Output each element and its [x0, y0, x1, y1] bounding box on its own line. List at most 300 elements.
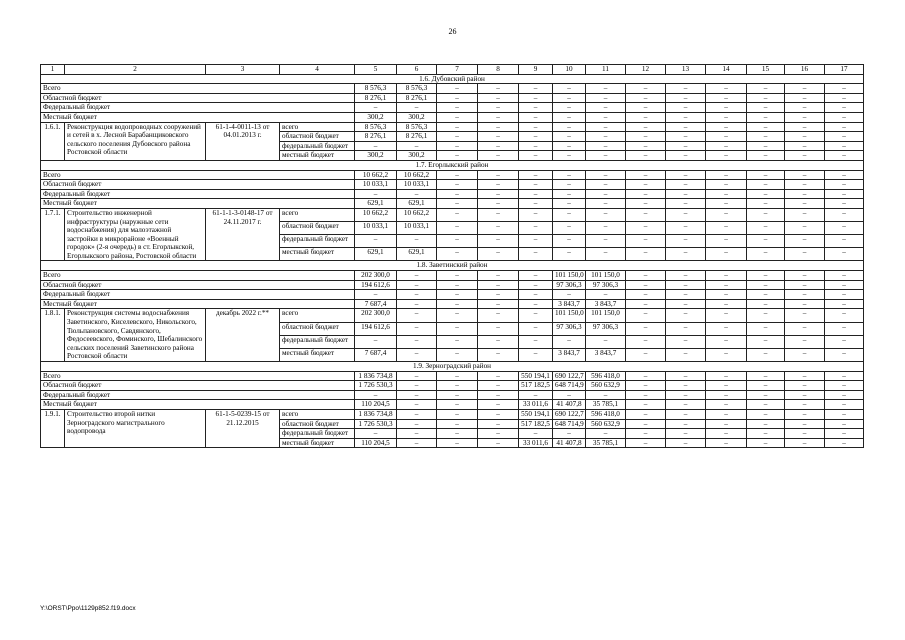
- summary-label: Местный бюджет: [41, 299, 355, 309]
- dash-cell: –: [706, 400, 747, 410]
- header-cell: 9: [519, 65, 553, 75]
- value-cell: 1 726 530,3: [355, 381, 397, 391]
- summary-row-total: [41, 84, 864, 94]
- dash-cell: –: [626, 235, 666, 248]
- item-number: 1.7.1.: [41, 208, 65, 261]
- section-title-row: [41, 362, 864, 372]
- dash-cell: –: [397, 381, 437, 391]
- dash-cell: –: [706, 409, 747, 419]
- header-cell: 1: [41, 65, 65, 75]
- dash-cell: –: [586, 248, 626, 261]
- dash-cell: –: [785, 199, 825, 209]
- dash-cell: –: [553, 248, 586, 261]
- summary-row-regional: [41, 93, 864, 103]
- dash-cell: –: [706, 290, 747, 300]
- dash-cell: –: [747, 180, 785, 190]
- summary-label: Всего: [41, 170, 355, 180]
- dash-cell: –: [825, 122, 864, 132]
- dash-cell: –: [747, 299, 785, 309]
- dash-cell: –: [437, 248, 478, 261]
- dash-cell: –: [785, 208, 825, 221]
- dash-cell: –: [586, 170, 626, 180]
- dash-cell: –: [478, 103, 519, 113]
- dash-cell: –: [586, 180, 626, 190]
- value-cell: –: [355, 390, 397, 400]
- dash-cell: –: [553, 103, 586, 113]
- dash-cell: –: [706, 248, 747, 261]
- value-cell: 550 194,1: [519, 409, 553, 419]
- dash-cell: –: [437, 409, 478, 419]
- item-row-total: [41, 309, 864, 322]
- dash-cell: –: [397, 400, 437, 410]
- dash-cell: –: [747, 348, 785, 361]
- header-cell: 2: [65, 65, 206, 75]
- dash-cell: –: [397, 348, 437, 361]
- dash-cell: –: [437, 112, 478, 122]
- summary-row-regional: [41, 180, 864, 190]
- dash-cell: –: [626, 322, 666, 335]
- dash-cell: –: [478, 132, 519, 142]
- dash-cell: –: [747, 322, 785, 335]
- dash-cell: –: [666, 170, 706, 180]
- value-cell: 300,2: [355, 112, 397, 122]
- dash-cell: –: [825, 189, 864, 199]
- value-cell: –: [397, 235, 437, 248]
- budget-type-label: местный бюджет: [280, 438, 355, 448]
- dash-cell: –: [519, 122, 553, 132]
- dash-cell: –: [626, 132, 666, 142]
- dash-cell: –: [437, 180, 478, 190]
- dash-cell: –: [586, 84, 626, 94]
- value-cell: 1 836 734,8: [355, 371, 397, 381]
- dash-cell: –: [397, 271, 437, 281]
- value-cell: 41 407,8: [553, 400, 586, 410]
- value-cell: –: [397, 141, 437, 151]
- section-title: 1.7. Егорлыкский район: [41, 160, 864, 170]
- value-cell: –: [355, 103, 397, 113]
- value-cell: 300,2: [397, 112, 437, 122]
- value-cell: –: [397, 103, 437, 113]
- dash-cell: –: [666, 271, 706, 281]
- dash-cell: –: [478, 290, 519, 300]
- dash-cell: –: [553, 93, 586, 103]
- dash-cell: –: [747, 429, 785, 439]
- dash-cell: –: [666, 222, 706, 235]
- dash-cell: –: [785, 141, 825, 151]
- dash-cell: –: [586, 151, 626, 161]
- value-cell: 35 785,1: [586, 438, 626, 448]
- value-cell: 110 204,5: [355, 400, 397, 410]
- value-cell: –: [586, 429, 626, 439]
- dash-cell: –: [785, 309, 825, 322]
- dash-cell: –: [626, 84, 666, 94]
- dash-cell: –: [626, 419, 666, 429]
- dash-cell: –: [747, 381, 785, 391]
- summary-row-total: [41, 170, 864, 180]
- dash-cell: –: [478, 390, 519, 400]
- dash-cell: –: [553, 132, 586, 142]
- dash-cell: –: [626, 409, 666, 419]
- dash-cell: –: [785, 151, 825, 161]
- summary-row-total: [41, 371, 864, 381]
- dash-cell: –: [437, 151, 478, 161]
- dash-cell: –: [519, 189, 553, 199]
- value-cell: –: [553, 429, 586, 439]
- header-cell: 16: [785, 65, 825, 75]
- dash-cell: –: [553, 122, 586, 132]
- dash-cell: –: [626, 180, 666, 190]
- dash-cell: –: [397, 371, 437, 381]
- dash-cell: –: [437, 438, 478, 448]
- dash-cell: –: [437, 103, 478, 113]
- dash-cell: –: [437, 189, 478, 199]
- dash-cell: –: [706, 170, 747, 180]
- value-cell: –: [355, 335, 397, 348]
- dash-cell: –: [626, 271, 666, 281]
- dash-cell: –: [478, 180, 519, 190]
- dash-cell: –: [519, 280, 553, 290]
- dash-cell: –: [666, 132, 706, 142]
- dash-cell: –: [626, 103, 666, 113]
- dash-cell: –: [437, 299, 478, 309]
- dash-cell: –: [706, 103, 747, 113]
- dash-cell: –: [553, 84, 586, 94]
- dash-cell: –: [586, 132, 626, 142]
- dash-cell: –: [785, 299, 825, 309]
- value-cell: 300,2: [355, 151, 397, 161]
- value-cell: 3 843,7: [586, 299, 626, 309]
- budget-type-label: местный бюджет: [280, 348, 355, 361]
- dash-cell: –: [706, 189, 747, 199]
- dash-cell: –: [747, 189, 785, 199]
- header-cell: 4: [280, 65, 355, 75]
- dash-cell: –: [747, 390, 785, 400]
- dash-cell: –: [519, 235, 553, 248]
- dash-cell: –: [785, 235, 825, 248]
- value-cell: 8 576,3: [397, 84, 437, 94]
- dash-cell: –: [478, 208, 519, 221]
- dash-cell: –: [706, 348, 747, 361]
- value-cell: 690 122,7: [553, 371, 586, 381]
- dash-cell: –: [706, 419, 747, 429]
- summary-row-federal: [41, 290, 864, 300]
- dash-cell: –: [519, 151, 553, 161]
- dash-cell: –: [437, 290, 478, 300]
- dash-cell: –: [825, 151, 864, 161]
- dash-cell: –: [666, 409, 706, 419]
- dash-cell: –: [666, 299, 706, 309]
- dash-cell: –: [825, 438, 864, 448]
- value-cell: –: [355, 429, 397, 439]
- value-cell: 8 276,1: [355, 93, 397, 103]
- dash-cell: –: [747, 84, 785, 94]
- budget-type-label: всего: [280, 309, 355, 322]
- dash-cell: –: [825, 248, 864, 261]
- dash-cell: –: [706, 151, 747, 161]
- dash-cell: –: [519, 309, 553, 322]
- dash-cell: –: [825, 280, 864, 290]
- item-row-total: [41, 409, 864, 419]
- dash-cell: –: [519, 170, 553, 180]
- dash-cell: –: [478, 93, 519, 103]
- dash-cell: –: [397, 322, 437, 335]
- dash-cell: –: [397, 299, 437, 309]
- section-title: 1.9. Зерноградский район: [41, 362, 864, 372]
- dash-cell: –: [706, 390, 747, 400]
- budget-type-label: областной бюджет: [280, 132, 355, 142]
- dash-cell: –: [586, 122, 626, 132]
- dash-cell: –: [437, 400, 478, 410]
- dash-cell: –: [785, 429, 825, 439]
- dash-cell: –: [437, 122, 478, 132]
- dash-cell: –: [747, 419, 785, 429]
- dash-cell: –: [825, 112, 864, 122]
- dash-cell: –: [478, 429, 519, 439]
- summary-label: Всего: [41, 84, 355, 94]
- value-cell: 1 836 734,8: [355, 409, 397, 419]
- dash-cell: –: [397, 280, 437, 290]
- dash-cell: –: [825, 390, 864, 400]
- dash-cell: –: [785, 290, 825, 300]
- item-row-total: [41, 122, 864, 132]
- dash-cell: –: [478, 348, 519, 361]
- dash-cell: –: [747, 438, 785, 448]
- dash-cell: –: [626, 151, 666, 161]
- dash-cell: –: [553, 151, 586, 161]
- section-title: 1.6. Дубовский район: [41, 74, 864, 84]
- summary-label: Областной бюджет: [41, 180, 355, 190]
- dash-cell: –: [437, 132, 478, 142]
- dash-cell: –: [666, 348, 706, 361]
- value-cell: 101 150,0: [553, 309, 586, 322]
- value-cell: 7 687,4: [355, 299, 397, 309]
- summary-row-total: [41, 271, 864, 281]
- section-title-row: [41, 160, 864, 170]
- dash-cell: –: [706, 371, 747, 381]
- dash-cell: –: [626, 400, 666, 410]
- dash-cell: –: [586, 222, 626, 235]
- dash-cell: –: [519, 132, 553, 142]
- dash-cell: –: [437, 335, 478, 348]
- header-cell: 11: [586, 65, 626, 75]
- dash-cell: –: [553, 180, 586, 190]
- dash-cell: –: [478, 122, 519, 132]
- dash-cell: –: [437, 170, 478, 180]
- dash-cell: –: [666, 290, 706, 300]
- summary-label: Федеральный бюджет: [41, 189, 355, 199]
- dash-cell: –: [666, 309, 706, 322]
- header-cell: 3: [206, 65, 280, 75]
- dash-cell: –: [519, 199, 553, 209]
- dash-cell: –: [747, 248, 785, 261]
- value-cell: 101 150,0: [553, 271, 586, 281]
- item-number: 1.6.1.: [41, 122, 65, 160]
- dash-cell: –: [397, 419, 437, 429]
- dash-cell: –: [437, 381, 478, 391]
- header-cell: 13: [666, 65, 706, 75]
- dash-cell: –: [586, 208, 626, 221]
- dash-cell: –: [586, 141, 626, 151]
- dash-cell: –: [666, 235, 706, 248]
- value-cell: –: [586, 335, 626, 348]
- dash-cell: –: [785, 390, 825, 400]
- dash-cell: –: [825, 299, 864, 309]
- dash-cell: –: [825, 222, 864, 235]
- dash-cell: –: [478, 151, 519, 161]
- value-cell: 110 204,5: [355, 438, 397, 448]
- dash-cell: –: [519, 335, 553, 348]
- dash-cell: –: [825, 309, 864, 322]
- dash-cell: –: [825, 381, 864, 391]
- dash-cell: –: [437, 280, 478, 290]
- dash-cell: –: [785, 322, 825, 335]
- dash-cell: –: [519, 271, 553, 281]
- dash-cell: –: [397, 390, 437, 400]
- dash-cell: –: [666, 103, 706, 113]
- dash-cell: –: [553, 189, 586, 199]
- dash-cell: –: [785, 271, 825, 281]
- value-cell: 1 726 530,3: [355, 419, 397, 429]
- dash-cell: –: [626, 122, 666, 132]
- dash-cell: –: [825, 93, 864, 103]
- dash-cell: –: [478, 381, 519, 391]
- dash-cell: –: [706, 335, 747, 348]
- budget-type-label: всего: [280, 409, 355, 419]
- financing-table: [40, 64, 864, 448]
- header-row: [41, 65, 864, 75]
- value-cell: 33 011,6: [519, 438, 553, 448]
- dash-cell: –: [785, 180, 825, 190]
- budget-type-label: всего: [280, 122, 355, 132]
- value-cell: 8 576,3: [397, 122, 437, 132]
- dash-cell: –: [666, 381, 706, 391]
- summary-row-regional: [41, 381, 864, 391]
- dash-cell: –: [397, 335, 437, 348]
- header-cell: 5: [355, 65, 397, 75]
- budget-type-label: федеральный бюджет: [280, 235, 355, 248]
- dash-cell: –: [785, 248, 825, 261]
- value-cell: 8 276,1: [397, 93, 437, 103]
- dash-cell: –: [437, 419, 478, 429]
- summary-label: Всего: [41, 271, 355, 281]
- header-cell: 17: [825, 65, 864, 75]
- dash-cell: –: [747, 235, 785, 248]
- dash-cell: –: [478, 419, 519, 429]
- value-cell: 629,1: [355, 199, 397, 209]
- dash-cell: –: [825, 271, 864, 281]
- dash-cell: –: [666, 429, 706, 439]
- dash-cell: –: [519, 141, 553, 151]
- dash-cell: –: [785, 400, 825, 410]
- summary-label: Всего: [41, 371, 355, 381]
- value-cell: 629,1: [355, 248, 397, 261]
- summary-row-regional: [41, 280, 864, 290]
- dash-cell: –: [437, 141, 478, 151]
- dash-cell: –: [666, 180, 706, 190]
- dash-cell: –: [825, 170, 864, 180]
- dash-cell: –: [747, 409, 785, 419]
- dash-cell: –: [519, 322, 553, 335]
- summary-row-federal: [41, 103, 864, 113]
- item-name: Реконструкция водопроводных сооружений и сетей в х. Лесной Барабанщиковского сельского поселения Дубовского района Ростовской области: [65, 122, 206, 160]
- dash-cell: –: [825, 132, 864, 142]
- value-cell: 97 306,3: [553, 322, 586, 335]
- dash-cell: –: [706, 180, 747, 190]
- dash-cell: –: [747, 112, 785, 122]
- dash-cell: –: [785, 280, 825, 290]
- dash-cell: –: [747, 371, 785, 381]
- dash-cell: –: [626, 141, 666, 151]
- item-number: 1.9.1.: [41, 409, 65, 447]
- dash-cell: –: [437, 222, 478, 235]
- dash-cell: –: [437, 429, 478, 439]
- dash-cell: –: [666, 280, 706, 290]
- dash-cell: –: [437, 371, 478, 381]
- dash-cell: –: [747, 122, 785, 132]
- dash-cell: –: [706, 208, 747, 221]
- dash-cell: –: [478, 299, 519, 309]
- dash-cell: –: [553, 208, 586, 221]
- dash-cell: –: [747, 93, 785, 103]
- summary-label: Местный бюджет: [41, 199, 355, 209]
- dash-cell: –: [478, 248, 519, 261]
- dash-cell: –: [519, 208, 553, 221]
- dash-cell: –: [478, 189, 519, 199]
- dash-cell: –: [706, 381, 747, 391]
- dash-cell: –: [706, 122, 747, 132]
- value-cell: 596 418,0: [586, 371, 626, 381]
- value-cell: –: [586, 390, 626, 400]
- value-cell: 517 182,5: [519, 381, 553, 391]
- value-cell: 8 276,1: [355, 132, 397, 142]
- summary-label: Федеральный бюджет: [41, 390, 355, 400]
- dash-cell: –: [747, 309, 785, 322]
- value-cell: 648 714,9: [553, 419, 586, 429]
- budget-type-label: областной бюджет: [280, 322, 355, 335]
- value-cell: 560 632,9: [586, 419, 626, 429]
- value-cell: –: [586, 290, 626, 300]
- dash-cell: –: [706, 322, 747, 335]
- summary-label: Областной бюджет: [41, 280, 355, 290]
- dash-cell: –: [519, 112, 553, 122]
- header-cell: 6: [397, 65, 437, 75]
- value-cell: –: [355, 189, 397, 199]
- value-cell: 10 662,2: [397, 208, 437, 221]
- item-number: 1.8.1.: [41, 309, 65, 362]
- dash-cell: –: [626, 199, 666, 209]
- dash-cell: –: [825, 429, 864, 439]
- section-title: 1.8. Заветинский район: [41, 261, 864, 271]
- dash-cell: –: [586, 103, 626, 113]
- dash-cell: –: [478, 222, 519, 235]
- dash-cell: –: [586, 199, 626, 209]
- dash-cell: –: [586, 235, 626, 248]
- dash-cell: –: [437, 93, 478, 103]
- header-cell: 14: [706, 65, 747, 75]
- dash-cell: –: [825, 322, 864, 335]
- item-name: Строительство инженерной инфраструктуры (наружные сети водоснабжения) для малоэтажной застройки в микрорайоне «Военный городок» (2-я очередь) в ст. Егорлыкской, Егорлыкского района, Ростовской области: [65, 208, 206, 261]
- dash-cell: –: [706, 141, 747, 151]
- dash-cell: –: [586, 189, 626, 199]
- dash-cell: –: [747, 141, 785, 151]
- dash-cell: –: [825, 409, 864, 419]
- dash-cell: –: [626, 290, 666, 300]
- dash-cell: –: [553, 141, 586, 151]
- budget-type-label: местный бюджет: [280, 248, 355, 261]
- dash-cell: –: [825, 348, 864, 361]
- dash-cell: –: [706, 199, 747, 209]
- value-cell: –: [355, 141, 397, 151]
